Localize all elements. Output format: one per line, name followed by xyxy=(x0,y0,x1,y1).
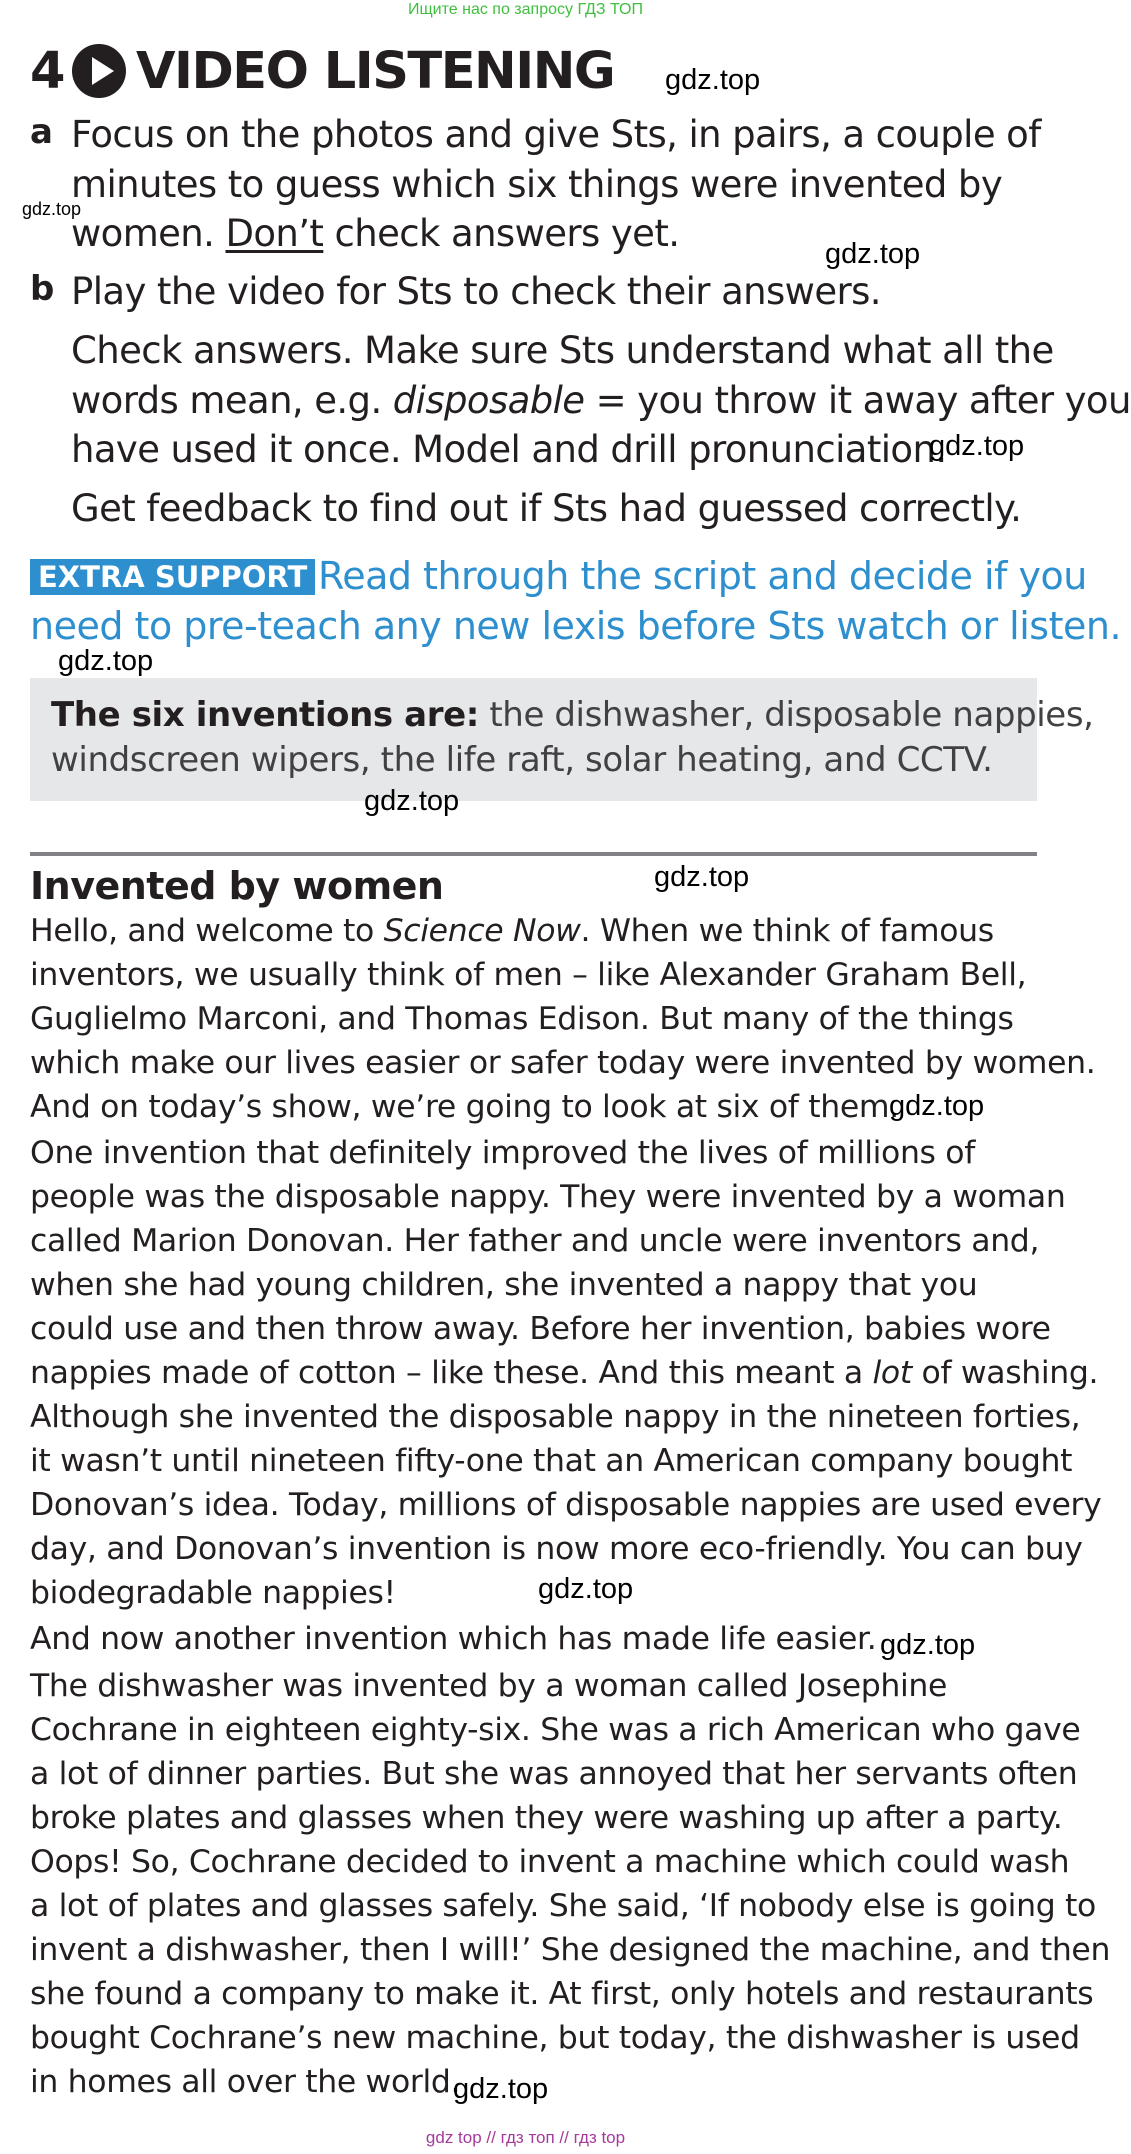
item-b-line xyxy=(71,267,1046,317)
italic-title: Science Now xyxy=(383,913,581,949)
check-line: have used it once. Model and drill pronunciation. xyxy=(71,428,947,471)
text-run: nappies made of cotton – like these. And this meant a xyxy=(30,1355,873,1391)
check-line xyxy=(71,376,1131,426)
script-line: a lot of dinner parties. But she was annoyed that her servants often xyxy=(30,1756,1078,1792)
text-run: Read through the script and decide if you xyxy=(318,554,1087,598)
item-a-text xyxy=(71,110,1046,259)
script-line: biodegradable nappies! xyxy=(30,1575,396,1611)
feedback-line: Get feedback to find out if Sts had guessed correctly. xyxy=(71,487,1022,530)
script-line xyxy=(30,1351,1099,1395)
watermark: gdz.top xyxy=(665,64,761,96)
script-line: Oops! So, Cochrane decided to invent a machine which could wash xyxy=(30,1844,1070,1880)
watermark: gdz.top xyxy=(364,785,460,817)
bottom-banner: gdz top // гдз топ // гдз top xyxy=(425,2128,626,2147)
script-title: Invented by women xyxy=(30,864,444,908)
script-line: broke plates and glasses when they were washing up after a party. xyxy=(30,1800,1063,1836)
check-answers-text xyxy=(71,326,1131,475)
script-line: could use and then throw away. Before her invention, babies wore xyxy=(30,1311,1051,1347)
answer-text xyxy=(51,693,1094,783)
script-line: day, and Donovan’s invention is now more eco-friendly. You can buy xyxy=(30,1531,1083,1567)
divider xyxy=(30,852,1037,856)
script-line: when she had young children, she invented a nappy that you xyxy=(30,1267,978,1303)
watermark: gdz.top xyxy=(889,1090,985,1122)
top-banner: Ищите нас по запросу ГДЗ ТОП xyxy=(408,1,643,18)
text-run: the dishwasher, disposable nappies, xyxy=(478,695,1094,735)
text-run: Hello, and welcome to xyxy=(30,913,384,949)
section-title: VIDEO LISTENING xyxy=(136,41,615,101)
text-run: . When we think of famous xyxy=(580,913,994,949)
watermark: gdz.top xyxy=(538,1573,634,1605)
text-run: check answers yet. xyxy=(323,212,680,255)
watermark: gdz.top xyxy=(58,645,154,677)
extra-support-badge: EXTRA SUPPORT xyxy=(30,559,315,595)
section-number: 4 xyxy=(30,41,64,101)
script-line: invent a dishwasher, then I will!’ She designed the machine, and then xyxy=(30,1932,1111,1968)
script-line: And on today’s show, we’re going to look at six of them. xyxy=(30,1089,899,1125)
item-a-line: Focus on the photos and give Sts, in pairs, a couple of xyxy=(71,113,1041,156)
text-run: = you throw it away after you xyxy=(584,378,1131,422)
script-line: Cochrane in eighteen eighty-six. She was a rich American who gave xyxy=(30,1712,1081,1748)
script-line: inventors, we usually think of men – like Alexander Graham Bell, xyxy=(30,957,1027,993)
underlined-word: Don’t xyxy=(225,212,324,255)
section-heading xyxy=(30,38,614,104)
script-line: One invention that definitely improved the lives of millions of xyxy=(30,1135,975,1171)
script-line: Donovan’s idea. Today, millions of disposable nappies are used every xyxy=(30,1487,1102,1523)
script-line: The dishwasher was invented by a woman called Josephine xyxy=(30,1668,948,1704)
script-line: which make our lives easier or safer today were invented by women. xyxy=(30,1045,1096,1081)
script-line: Although she invented the disposable nappy in the nineteen forties, xyxy=(30,1399,1081,1435)
script-line: people was the disposable nappy. They were invented by a woman xyxy=(30,1179,1066,1215)
watermark: gdz.top xyxy=(654,861,750,893)
italic-word: lot xyxy=(872,1355,912,1391)
answer-line xyxy=(51,693,1094,738)
script-line: she found a company to make it. At first, only hotels and restaurants xyxy=(30,1976,1094,2012)
text-run: words mean, e.g. xyxy=(71,378,393,422)
extra-support-line: need to pre-teach any new lexis before Sts watch or listen. xyxy=(30,604,1122,648)
script-paragraph xyxy=(30,1131,1102,1615)
check-line: Check answers. Make sure Sts understand what all the xyxy=(71,329,1054,372)
watermark: gdz.top xyxy=(880,1629,976,1661)
item-b-instruction: Play the video for Sts to check their answers. xyxy=(71,270,881,313)
answer-label: The six inventions are: xyxy=(51,695,479,735)
item-b-marker: b xyxy=(30,269,55,309)
watermark: gdz.top xyxy=(825,238,921,270)
text-run: women. xyxy=(71,212,226,255)
item-a-marker: a xyxy=(30,112,53,152)
italic-word: disposable xyxy=(392,378,585,422)
script-line: a lot of plates and glasses safely. She said, ‘If nobody else is going to xyxy=(30,1888,1096,1924)
watermark: gdz.top xyxy=(453,2073,549,2105)
script-paragraph xyxy=(30,1664,1111,2104)
script-line: it wasn’t until nineteen fifty-one that an American company bought xyxy=(30,1443,1073,1479)
item-a-line: minutes to guess which six things were invented by xyxy=(71,162,1003,206)
script-line: bought Cochrane’s new machine, but today, the dishwasher is used xyxy=(30,2020,1080,2056)
script-line: Guglielmo Marconi, and Thomas Edison. But many of the things xyxy=(30,1001,1014,1037)
watermark: gdz.top xyxy=(929,430,1025,462)
feedback-text xyxy=(71,484,1046,534)
script-line xyxy=(30,909,1046,953)
text-run: of washing. xyxy=(911,1355,1099,1391)
script-line: called Marion Donovan. Her father and uncle were inventors and, xyxy=(30,1223,1040,1259)
play-icon xyxy=(72,44,126,98)
answer-line: windscreen wipers, the life raft, solar heating, and CCTV. xyxy=(51,740,993,780)
watermark: gdz.top xyxy=(22,199,82,219)
script-line: in homes all over the world. xyxy=(30,2064,461,2100)
script-line: And now another invention which has made life easier. xyxy=(30,1621,877,1657)
